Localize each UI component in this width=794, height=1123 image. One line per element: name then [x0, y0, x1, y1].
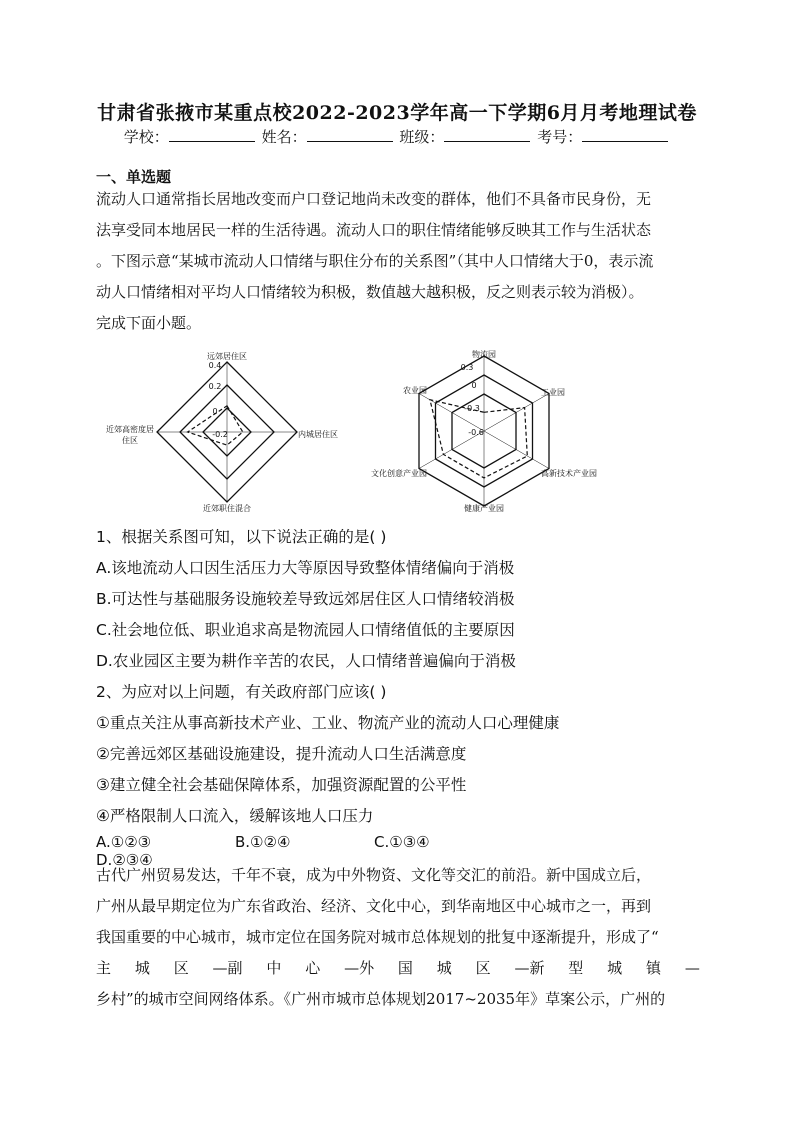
axis-label-agriculture: 农业园	[403, 386, 427, 395]
spread-char: 国	[397, 959, 413, 977]
school-blank[interactable]	[169, 127, 255, 142]
axis-label-hightech: 高新技术产业园	[541, 469, 597, 478]
question-2-statement-3: ③建立健全社会基础保障体系，加强资源配置的公平性	[96, 776, 467, 794]
passage-guangzhou	[96, 860, 700, 1015]
tick-label: -0.3	[464, 404, 480, 413]
spread-char: 中	[266, 959, 282, 977]
spread-char: 心	[305, 959, 321, 977]
question-2-statement-1: ①重点关注从事高新技术产业、工业、物流产业的流动人口心理健康	[96, 714, 560, 732]
passage-line-spread	[96, 953, 700, 984]
axis-label-near-suburb-dense	[106, 424, 154, 445]
tick-label: 0	[471, 381, 477, 390]
passage-intro	[96, 184, 700, 339]
tick-label: 0.4	[208, 361, 222, 370]
radar-chart-residential	[96, 345, 356, 515]
passage-line: 。下图示意“某城市流动人口情绪与职住分布的关系图”（其中人口情绪大于0，表示流	[96, 252, 654, 270]
passage-line: 我国重要的中心城市，城市定位在国务院对城市总体规划的批复中逐渐提升，形成了“	[96, 928, 659, 946]
spread-char: 主	[96, 959, 112, 977]
class-blank[interactable]	[444, 127, 530, 142]
tick-label: 0.2	[208, 382, 222, 391]
question-1-option-a[interactable]: A.该地流动人口因生活压力大等原因导致整体情绪偏向于消极	[96, 559, 515, 577]
spread-char: 城	[436, 959, 452, 977]
question-2-statement-4: ④严格限制人口流入，缓解该地人口压力	[96, 807, 374, 825]
passage-line: 动人口情绪相对平均人口情绪较为积极，数值越大越积极，反之则表示较为消极）。	[96, 283, 644, 301]
school-label: 学校：	[123, 128, 169, 146]
question-1-option-c[interactable]: C.社会地位低、职业追求高是物流园人口情绪值低的主要原因	[96, 621, 515, 639]
name-label: 姓名：	[261, 128, 307, 146]
question-1-stem: 1、根据关系图可知，以下说法正确的是( )	[96, 528, 387, 546]
class-label: 班级：	[399, 128, 445, 146]
name-blank[interactable]	[307, 127, 393, 142]
spread-char: 区	[475, 959, 491, 977]
axis-label-line: 住区	[122, 436, 138, 445]
passage-line: 完成下面小题。	[96, 314, 202, 332]
tick-label: 0.3	[460, 363, 474, 372]
question-2-option-c[interactable]: C.①③④	[374, 833, 430, 851]
passage-line: 乡村”的城市空间网络体系。《广州市城市总体规划2017~2035年》草案公示，广州的	[96, 990, 666, 1008]
spread-char: 镇	[645, 959, 661, 977]
axis-label-health: 健康产业园	[464, 504, 504, 513]
spread-char: 型	[568, 959, 584, 977]
spread-char: —新	[514, 959, 545, 977]
spread-char: 区	[173, 959, 189, 977]
tick-label: 0	[212, 407, 218, 416]
axis-label-creative: 文化创意产业园	[371, 469, 427, 478]
spread-char: —副	[212, 959, 243, 977]
axis-label-far-suburb: 远郊居住区	[207, 352, 247, 361]
question-2-option-a[interactable]: A.①②③	[96, 833, 152, 851]
section-heading: 一、单选题	[96, 168, 172, 186]
axis-label-near-suburb-mixed: 近郊职住混合	[203, 504, 251, 513]
question-2-option-b[interactable]: B.①②④	[235, 833, 291, 851]
axis-label-industrial: 工业园	[541, 388, 565, 397]
radar-chart-industrial	[355, 345, 615, 517]
passage-line: 古代广州贸易发达，千年不衰，成为中外物资、文化等交汇的前沿。新中国成立后，	[96, 866, 652, 884]
question-1-option-d[interactable]: D.农业园区主要为耕作辛苦的农民，人口情绪普遍偏向于消极	[96, 652, 516, 670]
student-info-row	[0, 126, 794, 147]
axis-label-logistics: 物流园	[472, 350, 496, 359]
page-title: 甘肃省张掖市某重点校2022-2023学年高一下学期6月月考地理试卷	[97, 102, 697, 124]
question-2-statement-2: ②完善远郊区基础设施建设，提升流动人口生活满意度	[96, 745, 467, 763]
tick-label: -0.2	[212, 430, 228, 439]
axis-label-line: 近郊高密度居	[106, 425, 154, 434]
passage-line: 广州从最早期定位为广东省政治、经济、文化中心，到华南地区中心城市之一，再到	[96, 897, 652, 915]
exam-number-blank[interactable]	[582, 127, 668, 142]
passage-line: 法享受同本地居民一样的生活待遇。流动人口的职住情绪能够反映其工作与生活状态	[96, 221, 652, 239]
question-1-option-b[interactable]: B.可达性与基础服务设施较差导致远郊居住区人口情绪较消极	[96, 590, 515, 608]
question-2-option-d[interactable]: D.②③④	[96, 851, 153, 869]
exam-number-label: 考号：	[537, 128, 583, 146]
tick-label: -0.6	[468, 428, 484, 437]
axis-label-inner-city: 内城居住区	[298, 430, 338, 439]
passage-line: 流动人口通常指长居地改变而户口登记地尚未改变的群体，他们不具备市民身份，无	[96, 190, 652, 208]
spread-char: 城	[607, 959, 623, 977]
question-2-stem: 2、为应对以上问题，有关政府部门应该( )	[96, 683, 387, 701]
spread-char: —外	[344, 959, 375, 977]
spread-char: 城	[134, 959, 150, 977]
spread-char: —	[684, 959, 700, 977]
